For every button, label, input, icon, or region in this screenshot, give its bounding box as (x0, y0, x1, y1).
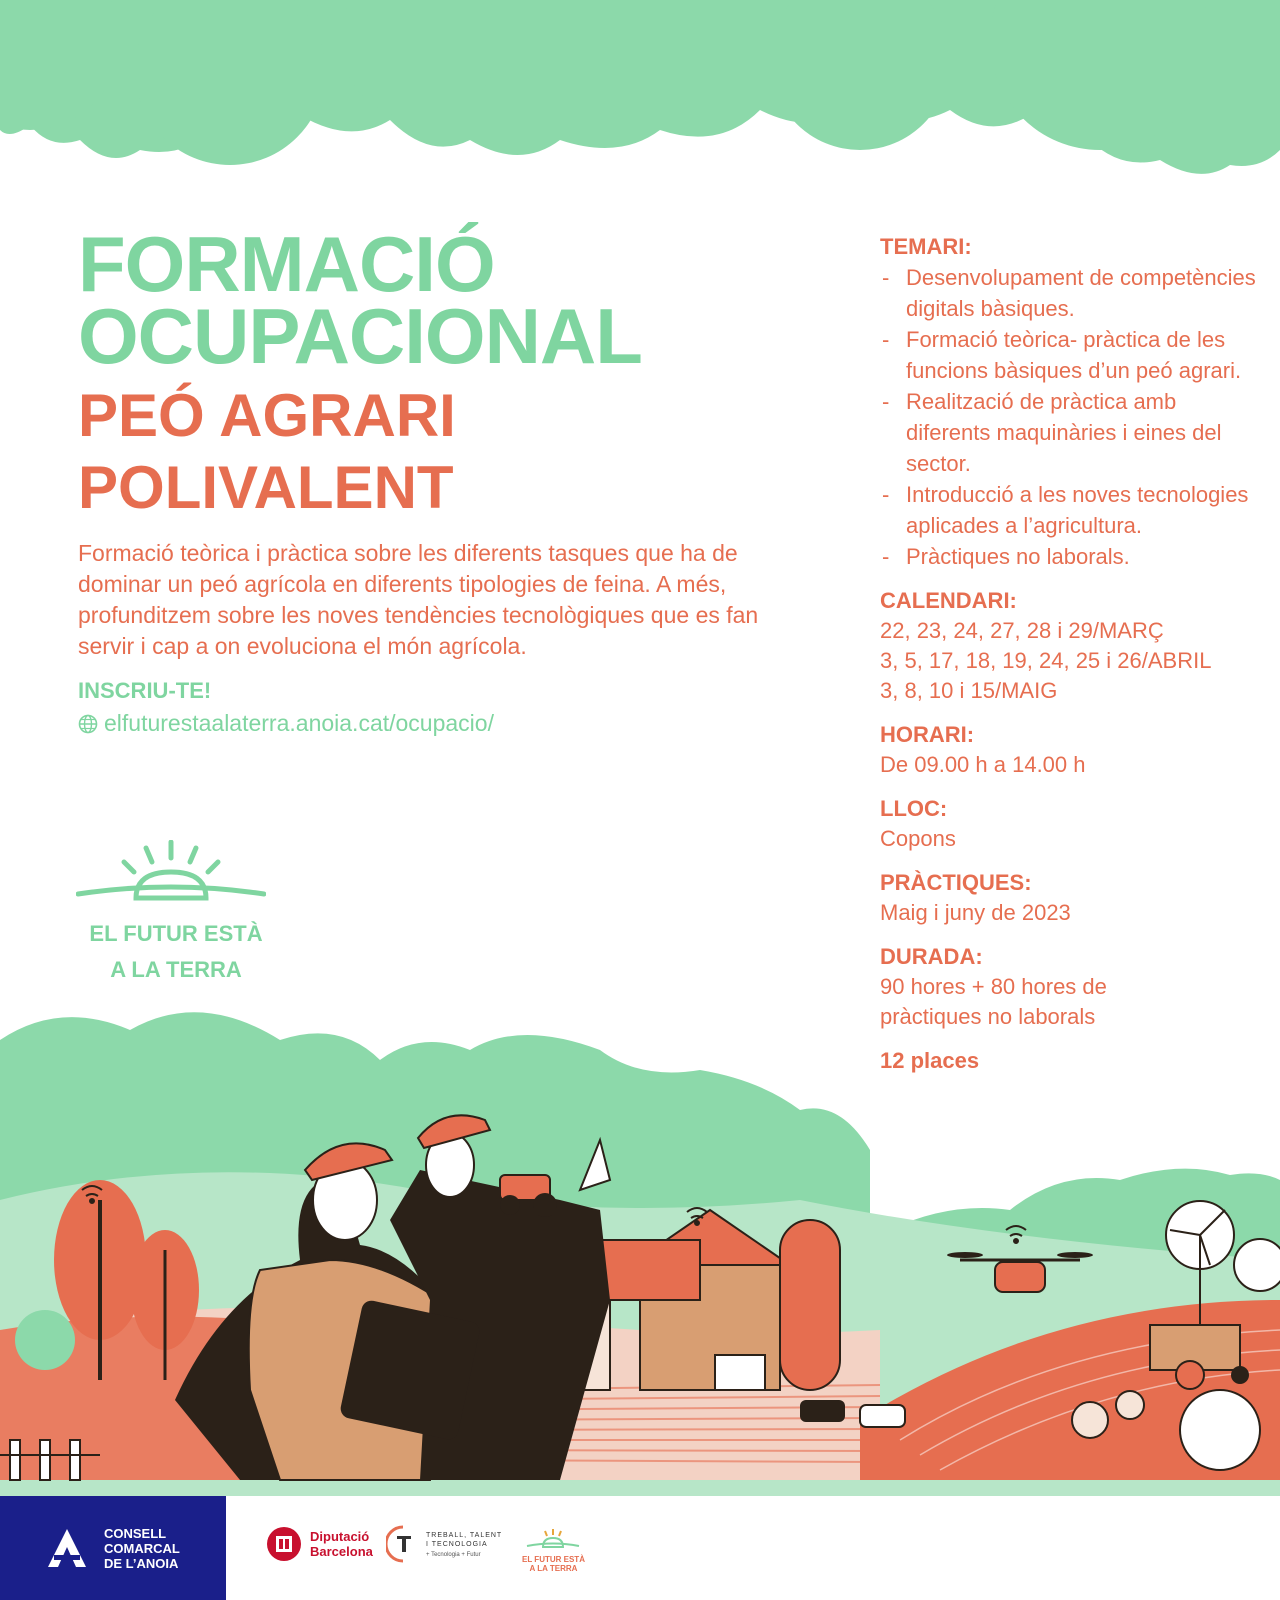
consell-line: COMARCAL (104, 1540, 180, 1556)
durada-section (880, 942, 1260, 1032)
diputacio-line: Diputació (310, 1529, 370, 1544)
subtitle-line-2: POLIVALENT (78, 454, 454, 521)
temari-item: - Formació teòrica- pràctica de les funcions bàsiques d’un peó agrari. (880, 324, 1260, 386)
ttt-line: I TECNOLOGIA (426, 1540, 488, 1548)
brand-logo-line-1: EL FUTUR ESTÀ (89, 921, 263, 946)
calendari-section (880, 586, 1260, 706)
durada-title: DURADA: (880, 944, 983, 969)
consell-line: DE L’ANOIA (104, 1555, 179, 1571)
lloc-title: LLOC: (880, 796, 948, 821)
course-description: Formació teòrica i pràctica sobre les diferents tasques que ha de dominar un peó agrícola en diferents tipologies de feina. A més, profunditzem sobre les noves tendències tecnològiques que es fan servir i cap a on evoluciona el món agrícola. (78, 540, 759, 659)
ttt-subline: + Tecnologia + Futur (426, 1551, 481, 1558)
consell-logo (0, 1496, 226, 1600)
temari-section (880, 232, 1260, 572)
consell-a-logo-icon (44, 1525, 90, 1571)
mini-logo-line: A LA TERRA (529, 1564, 578, 1573)
ttt-logo (386, 1524, 502, 1564)
ttt-logo-icon (386, 1524, 420, 1564)
sun-logo-icon (76, 840, 266, 908)
mini-brand-logo (522, 1528, 585, 1573)
left-column (78, 220, 778, 737)
subtitle-line-1: PEÓ AGRARI (78, 382, 456, 449)
calendari-line: 22, 23, 24, 27, 28 i 29/MARÇ (880, 618, 1164, 643)
signup-label: INSCRIU-TE! (78, 678, 212, 703)
horari-value: De 09.00 h a 14.00 h (880, 752, 1086, 777)
diputacio-name (310, 1529, 373, 1559)
durada-line: pràctiques no laborals (880, 1004, 1096, 1029)
top-clouds (0, 0, 1280, 200)
practiques-section (880, 868, 1260, 928)
signup-url[interactable]: elfuturestaalaterra.anoia.cat/ocupacio/ (104, 710, 494, 736)
horari-title: HORARI: (880, 722, 975, 747)
practiques-value: Maig i juny de 2023 (880, 900, 1071, 925)
globe-icon (78, 714, 98, 734)
diputacio-seal-icon (266, 1526, 302, 1562)
diputacio-line: Barcelona (310, 1544, 373, 1559)
signup-link-row[interactable] (78, 710, 778, 737)
calendari-line: 3, 5, 17, 18, 19, 24, 25 i 26/ABRIL (880, 648, 1212, 673)
title-line-1: FORMACIÓ (78, 220, 495, 308)
horari-section (880, 720, 1260, 780)
footer (0, 1496, 1280, 1600)
mini-logo-line: EL FUTUR ESTÀ (522, 1555, 585, 1564)
temari-item: - Pràctiques no laborals. (880, 541, 1260, 572)
consell-line: CONSELL (104, 1525, 167, 1541)
mini-sun-logo-icon (525, 1528, 581, 1550)
diputacio-logo (266, 1526, 373, 1562)
brand-logo (76, 840, 276, 985)
temari-item: - Introducció a les noves tecnologies aplicades a l’agricultura. (880, 479, 1260, 541)
lloc-section (880, 794, 1260, 854)
places-count: 12 places (880, 1048, 980, 1073)
ttt-text (426, 1531, 502, 1558)
temari-title: TEMARI: (880, 234, 972, 259)
consell-name (104, 1526, 180, 1571)
right-column (880, 232, 1260, 1076)
temari-item: - Desenvolupament de competències digitals bàsiques. (880, 262, 1260, 324)
ttt-line: TREBALL, TALENT (426, 1531, 503, 1539)
lloc-value: Copons (880, 826, 956, 851)
title-line-2: OCUPACIONAL (78, 292, 642, 380)
durada-line: 90 hores + 80 hores de (880, 974, 1107, 999)
temari-list (880, 262, 1260, 572)
temari-item: - Realització de pràctica amb diferents maquinàries i eines del sector. (880, 386, 1260, 479)
calendari-line: 3, 8, 10 i 15/MAIG (880, 678, 1058, 703)
practiques-title: PRÀCTIQUES: (880, 870, 1032, 895)
calendari-title: CALENDARI: (880, 588, 1017, 613)
brand-logo-line-2: A LA TERRA (110, 957, 242, 982)
